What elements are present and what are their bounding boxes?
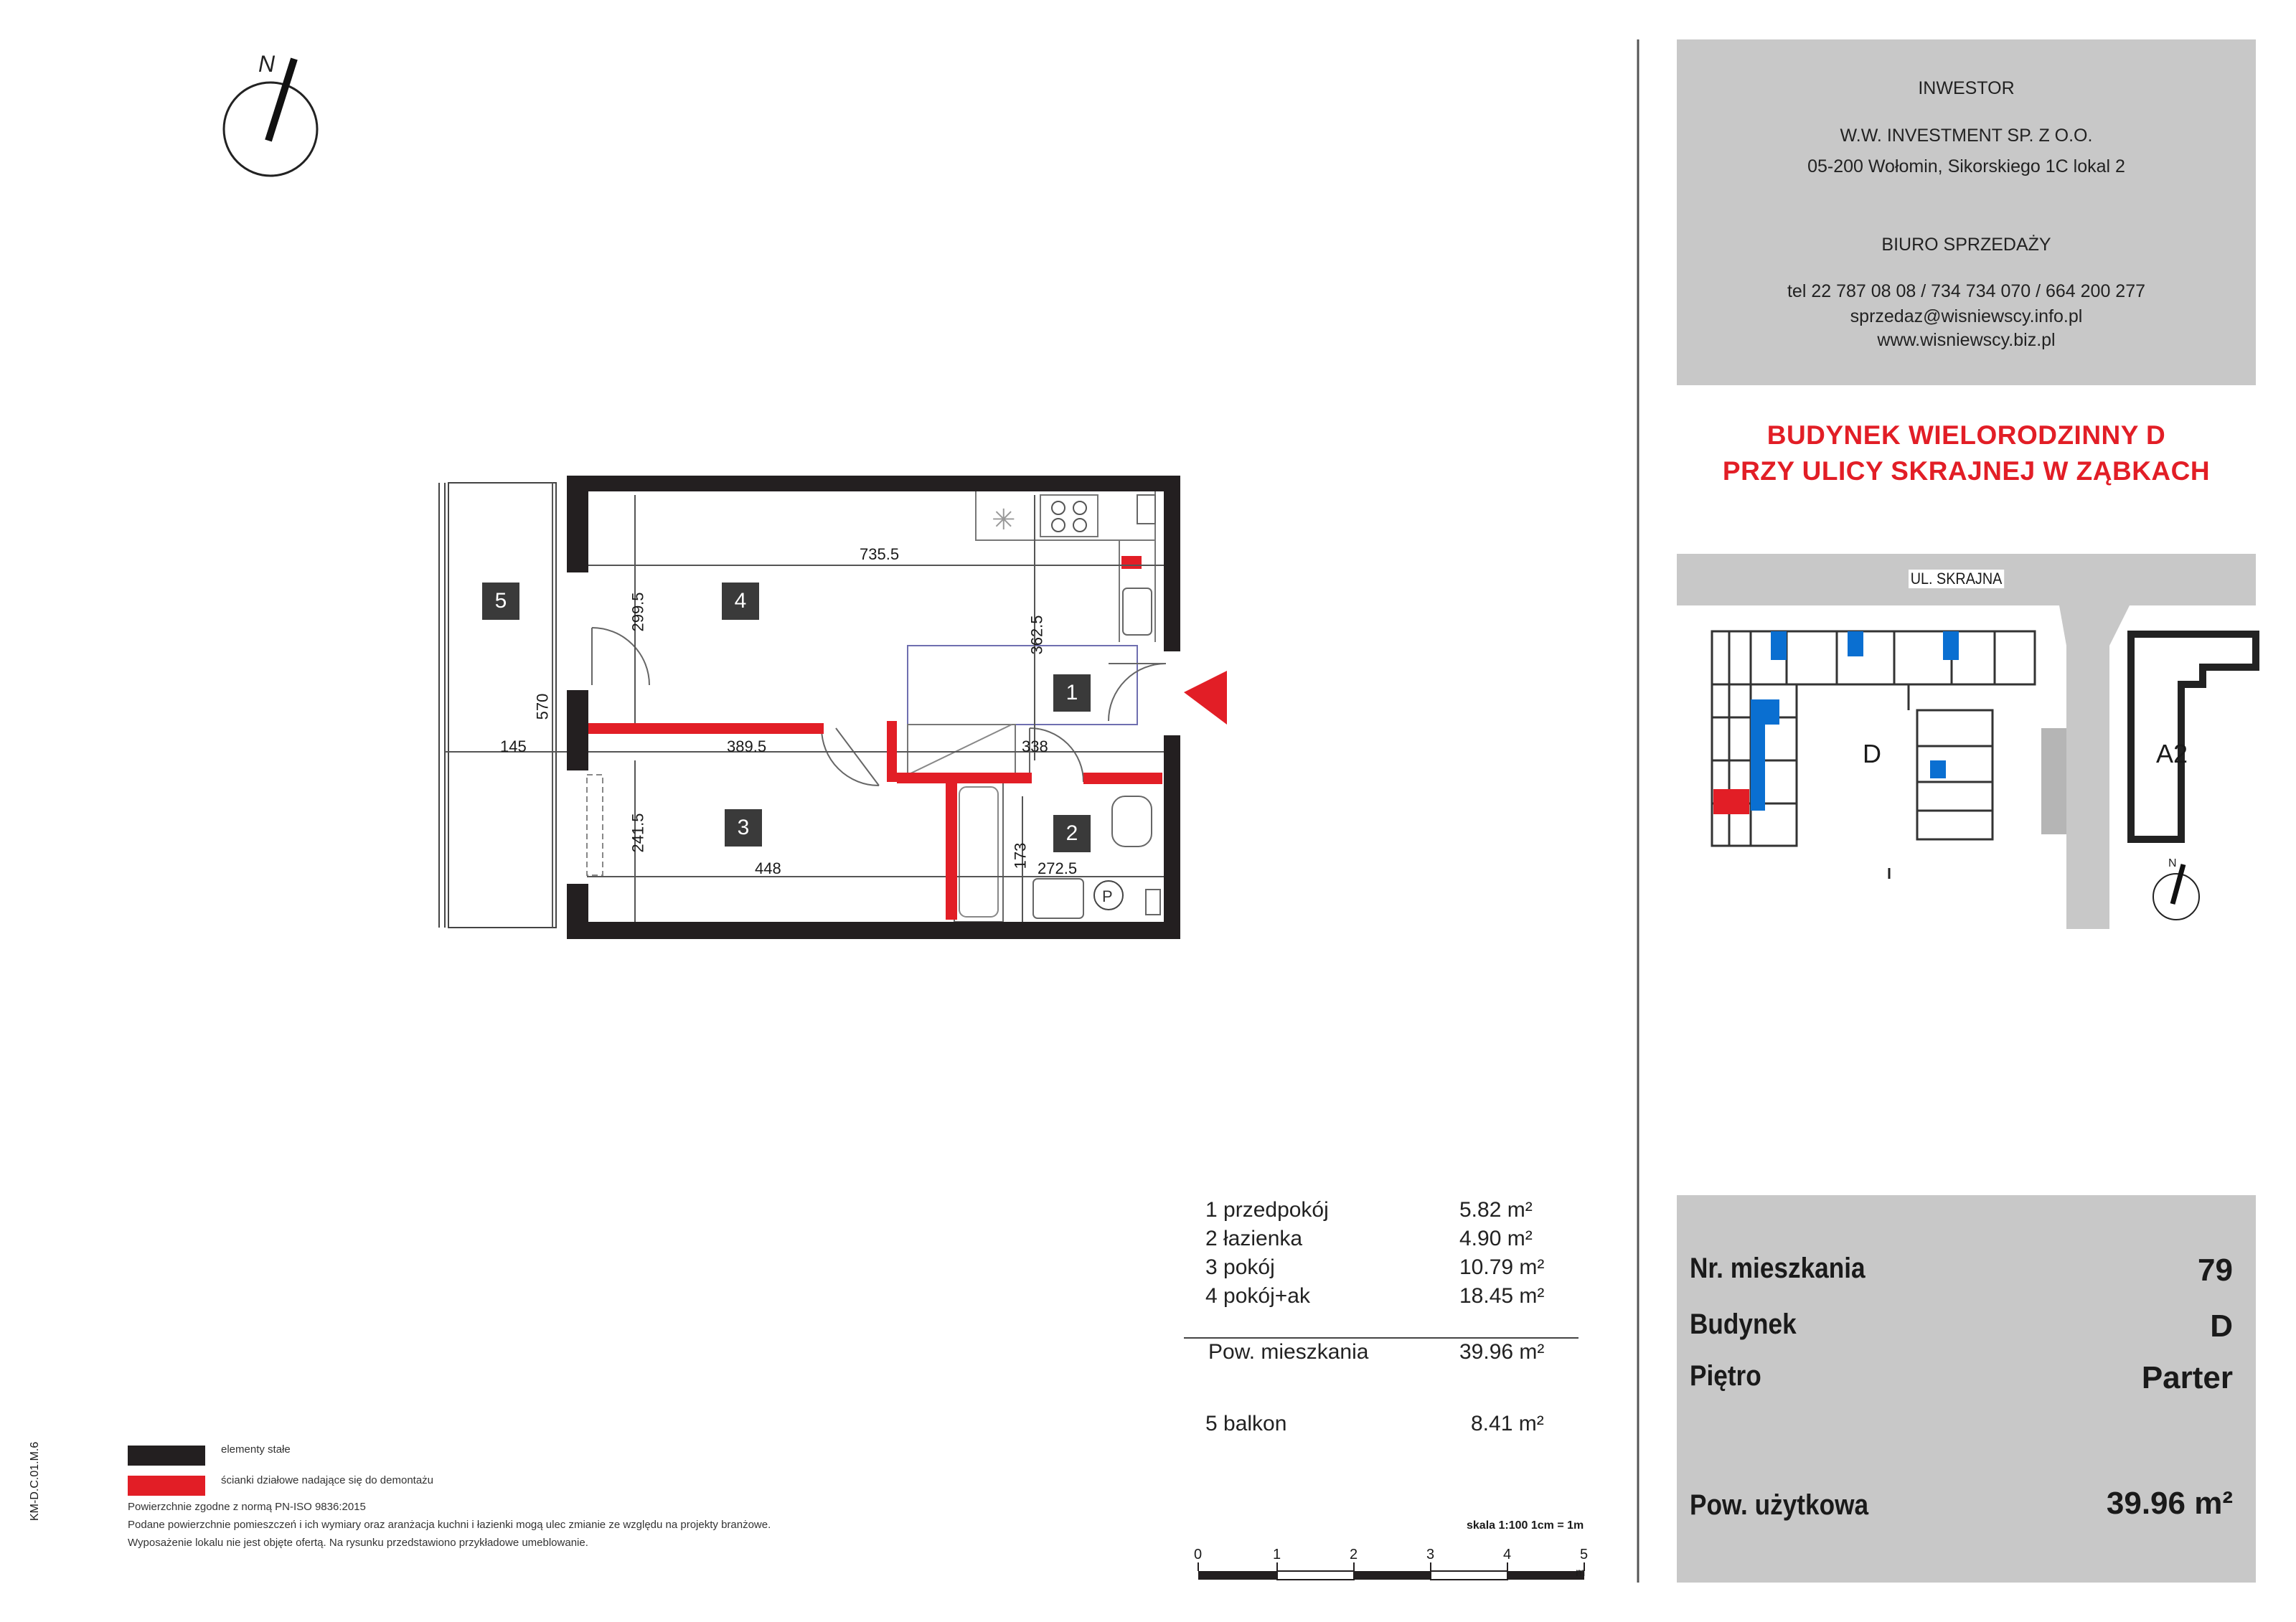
area-room-value: 10.79 m² bbox=[1459, 1255, 1545, 1279]
dimension-label: 241.5 bbox=[629, 813, 647, 853]
scale-bar-segment bbox=[1354, 1571, 1431, 1580]
bathtub-inner bbox=[959, 787, 998, 917]
dimension-label: 338 bbox=[1022, 737, 1048, 755]
scale-bar-segment bbox=[1431, 1571, 1507, 1580]
room-number-5: 5 bbox=[482, 583, 519, 620]
area-room-name: 4 pokój+ak bbox=[1205, 1284, 1310, 1308]
building-value: D bbox=[2210, 1309, 2233, 1344]
side-road bbox=[2059, 605, 2130, 929]
dimension-label: 362.5 bbox=[1027, 615, 1046, 655]
area-room-value: 5.82 m² bbox=[1459, 1198, 1533, 1222]
radiator-icon bbox=[1146, 890, 1160, 915]
room-number-4: 4 bbox=[722, 583, 759, 620]
usable-area-value: 39.96 m² bbox=[2106, 1486, 2233, 1521]
boiler-icon bbox=[1137, 495, 1155, 524]
investor-address: 05-200 Wołomin, Sikorskiego 1C lokal 2 bbox=[1807, 156, 2125, 176]
legend-removable-swatch bbox=[128, 1476, 205, 1496]
wardrobe-diagonal bbox=[908, 725, 1012, 775]
hob-icon bbox=[1040, 495, 1098, 537]
scale-tick-label: 1 bbox=[1273, 1547, 1281, 1562]
room-number-3: 3 bbox=[725, 809, 762, 847]
balcony-door-room3 bbox=[587, 775, 603, 875]
scale-bar-segment bbox=[1198, 1571, 1277, 1580]
scale-bar-segment bbox=[1277, 1571, 1354, 1580]
sales-office-label: BIURO SPRZEDAŻY bbox=[1881, 235, 2051, 255]
scale-caption: skala 1:100 1cm = 1m bbox=[1467, 1519, 1584, 1532]
apartment-number-label: Nr. mieszkania bbox=[1690, 1253, 1866, 1284]
area-room-value: 18.45 m² bbox=[1459, 1284, 1545, 1308]
dimension-label: 145 bbox=[500, 737, 527, 755]
parking-strip bbox=[2041, 728, 2066, 834]
bathtub-icon bbox=[954, 782, 1003, 922]
building-a2-label: A2 bbox=[2156, 739, 2188, 768]
sales-website[interactable]: www.wisniewscy.biz.pl bbox=[1877, 330, 2056, 350]
note-standard: Powierzchnie zgodne z normą PN-ISO 9836:2015 bbox=[128, 1501, 366, 1513]
area-room-name: 2 łazienka bbox=[1205, 1227, 1303, 1250]
hob-burner bbox=[1073, 501, 1086, 514]
area-room-name: 3 pokój bbox=[1205, 1255, 1275, 1279]
area-balcony-name: 5 balkon bbox=[1205, 1412, 1287, 1435]
building-d-label: D bbox=[1863, 739, 1881, 768]
scale-bar bbox=[1198, 1562, 1584, 1580]
building-a2-footprint bbox=[2131, 634, 2256, 839]
kitchen-sink-icon bbox=[1123, 588, 1152, 635]
door-swing-room4 bbox=[592, 628, 649, 685]
scale-tick-label: 4 bbox=[1503, 1547, 1512, 1562]
investor-label: INWESTOR bbox=[1918, 78, 2015, 98]
apartment-number-value: 79 bbox=[2198, 1253, 2233, 1288]
dimension-label: 735.5 bbox=[860, 545, 900, 563]
apartment-highlight bbox=[1713, 789, 1749, 814]
fridge-icon: ✳ bbox=[992, 504, 1016, 536]
room-number-1: 1 bbox=[1053, 674, 1091, 712]
scale-bar-segment bbox=[1507, 1571, 1584, 1580]
scale-tick-label: 5 bbox=[1580, 1547, 1589, 1562]
note-equipment: Wyposażenie lokalu nie jest objęte ofertą. Na rysunku przedstawiono przykładowe umeblowanie. bbox=[128, 1537, 588, 1549]
street-label: UL. SKRAJNA bbox=[1909, 570, 2004, 588]
legend-fixed-swatch bbox=[128, 1446, 205, 1466]
floor-plan bbox=[439, 476, 1227, 939]
north-compass bbox=[224, 51, 317, 176]
staircase-highlights bbox=[1751, 631, 1959, 811]
legend-removable-label: ścianki działowe nadające się do demontażu bbox=[221, 1474, 434, 1486]
hob-burner bbox=[1073, 519, 1086, 532]
entrance-arrow-icon bbox=[1184, 671, 1227, 725]
area-room-value: 4.90 m² bbox=[1459, 1227, 1533, 1250]
hob-burner bbox=[1052, 519, 1065, 532]
dimension-label: 389.5 bbox=[727, 737, 767, 755]
legend-fixed-label: elementy stałe bbox=[221, 1443, 291, 1456]
note-changes: Podane powierzchnie pomieszczeń i ich wymiary oraz aranżacja kuchni i łazienki mogą ulec zmianie ze względu na projekty branżowe. bbox=[128, 1519, 771, 1531]
building-title-line1: BUDYNEK WIELORODZINNY D bbox=[1766, 420, 2166, 450]
apartment-summary-panel bbox=[1677, 1195, 2256, 1583]
site-compass-north-label: N bbox=[2168, 857, 2177, 869]
door-leaf-room3 bbox=[836, 728, 879, 786]
door-swing-room3 bbox=[822, 728, 879, 786]
usable-area-label: Pow. użytkowa bbox=[1690, 1489, 1869, 1521]
toilet-icon bbox=[1112, 796, 1152, 847]
investor-info-panel bbox=[1677, 39, 2256, 385]
floor-label: Piętro bbox=[1690, 1360, 1761, 1392]
room-number-2: 2 bbox=[1053, 815, 1091, 852]
hallway-outline bbox=[908, 646, 1137, 725]
dimension-label: 570 bbox=[533, 693, 552, 720]
compass-north-label: N bbox=[258, 51, 276, 77]
dimension-label: 299.5 bbox=[629, 592, 647, 632]
investor-company: W.W. INVESTMENT SP. Z O.O. bbox=[1840, 126, 2093, 146]
scale-tick-label: 0 bbox=[1194, 1547, 1203, 1562]
scale-unit-label: m bbox=[1576, 1567, 1586, 1579]
area-total-name: Pow. mieszkania bbox=[1208, 1340, 1369, 1364]
dimension-label: 272.5 bbox=[1038, 859, 1078, 877]
floor-value: Parter bbox=[2141, 1360, 2233, 1395]
scale-tick-label: 2 bbox=[1350, 1547, 1358, 1562]
sales-phones: tel 22 787 08 08 / 734 734 070 / 664 200 277 bbox=[1787, 281, 2146, 301]
washing-machine-letter: P bbox=[1102, 887, 1113, 905]
building-title-line2: PRZY ULICY SKRAJNEJ W ZĄBKACH bbox=[1722, 456, 2211, 486]
washbasin-icon bbox=[1033, 879, 1083, 918]
sheet-code: KM-D.C.01.M.6 bbox=[29, 1441, 41, 1521]
area-balcony-value: 8.41 m² bbox=[1471, 1412, 1544, 1435]
area-total-value: 39.96 m² bbox=[1459, 1340, 1545, 1364]
site-compass-needle-icon bbox=[2173, 864, 2183, 904]
kitchen-sink-marker bbox=[1121, 556, 1142, 569]
dimension-label: 448 bbox=[755, 859, 781, 877]
building-label: Budynek bbox=[1690, 1309, 1797, 1340]
sales-email[interactable]: sprzedaz@wisniewscy.info.pl bbox=[1850, 306, 2083, 326]
area-room-name: 1 przedpokój bbox=[1205, 1198, 1329, 1222]
scale-tick-label: 3 bbox=[1426, 1547, 1435, 1562]
hob-burner bbox=[1052, 501, 1065, 514]
dimension-label: 173 bbox=[1011, 842, 1030, 869]
